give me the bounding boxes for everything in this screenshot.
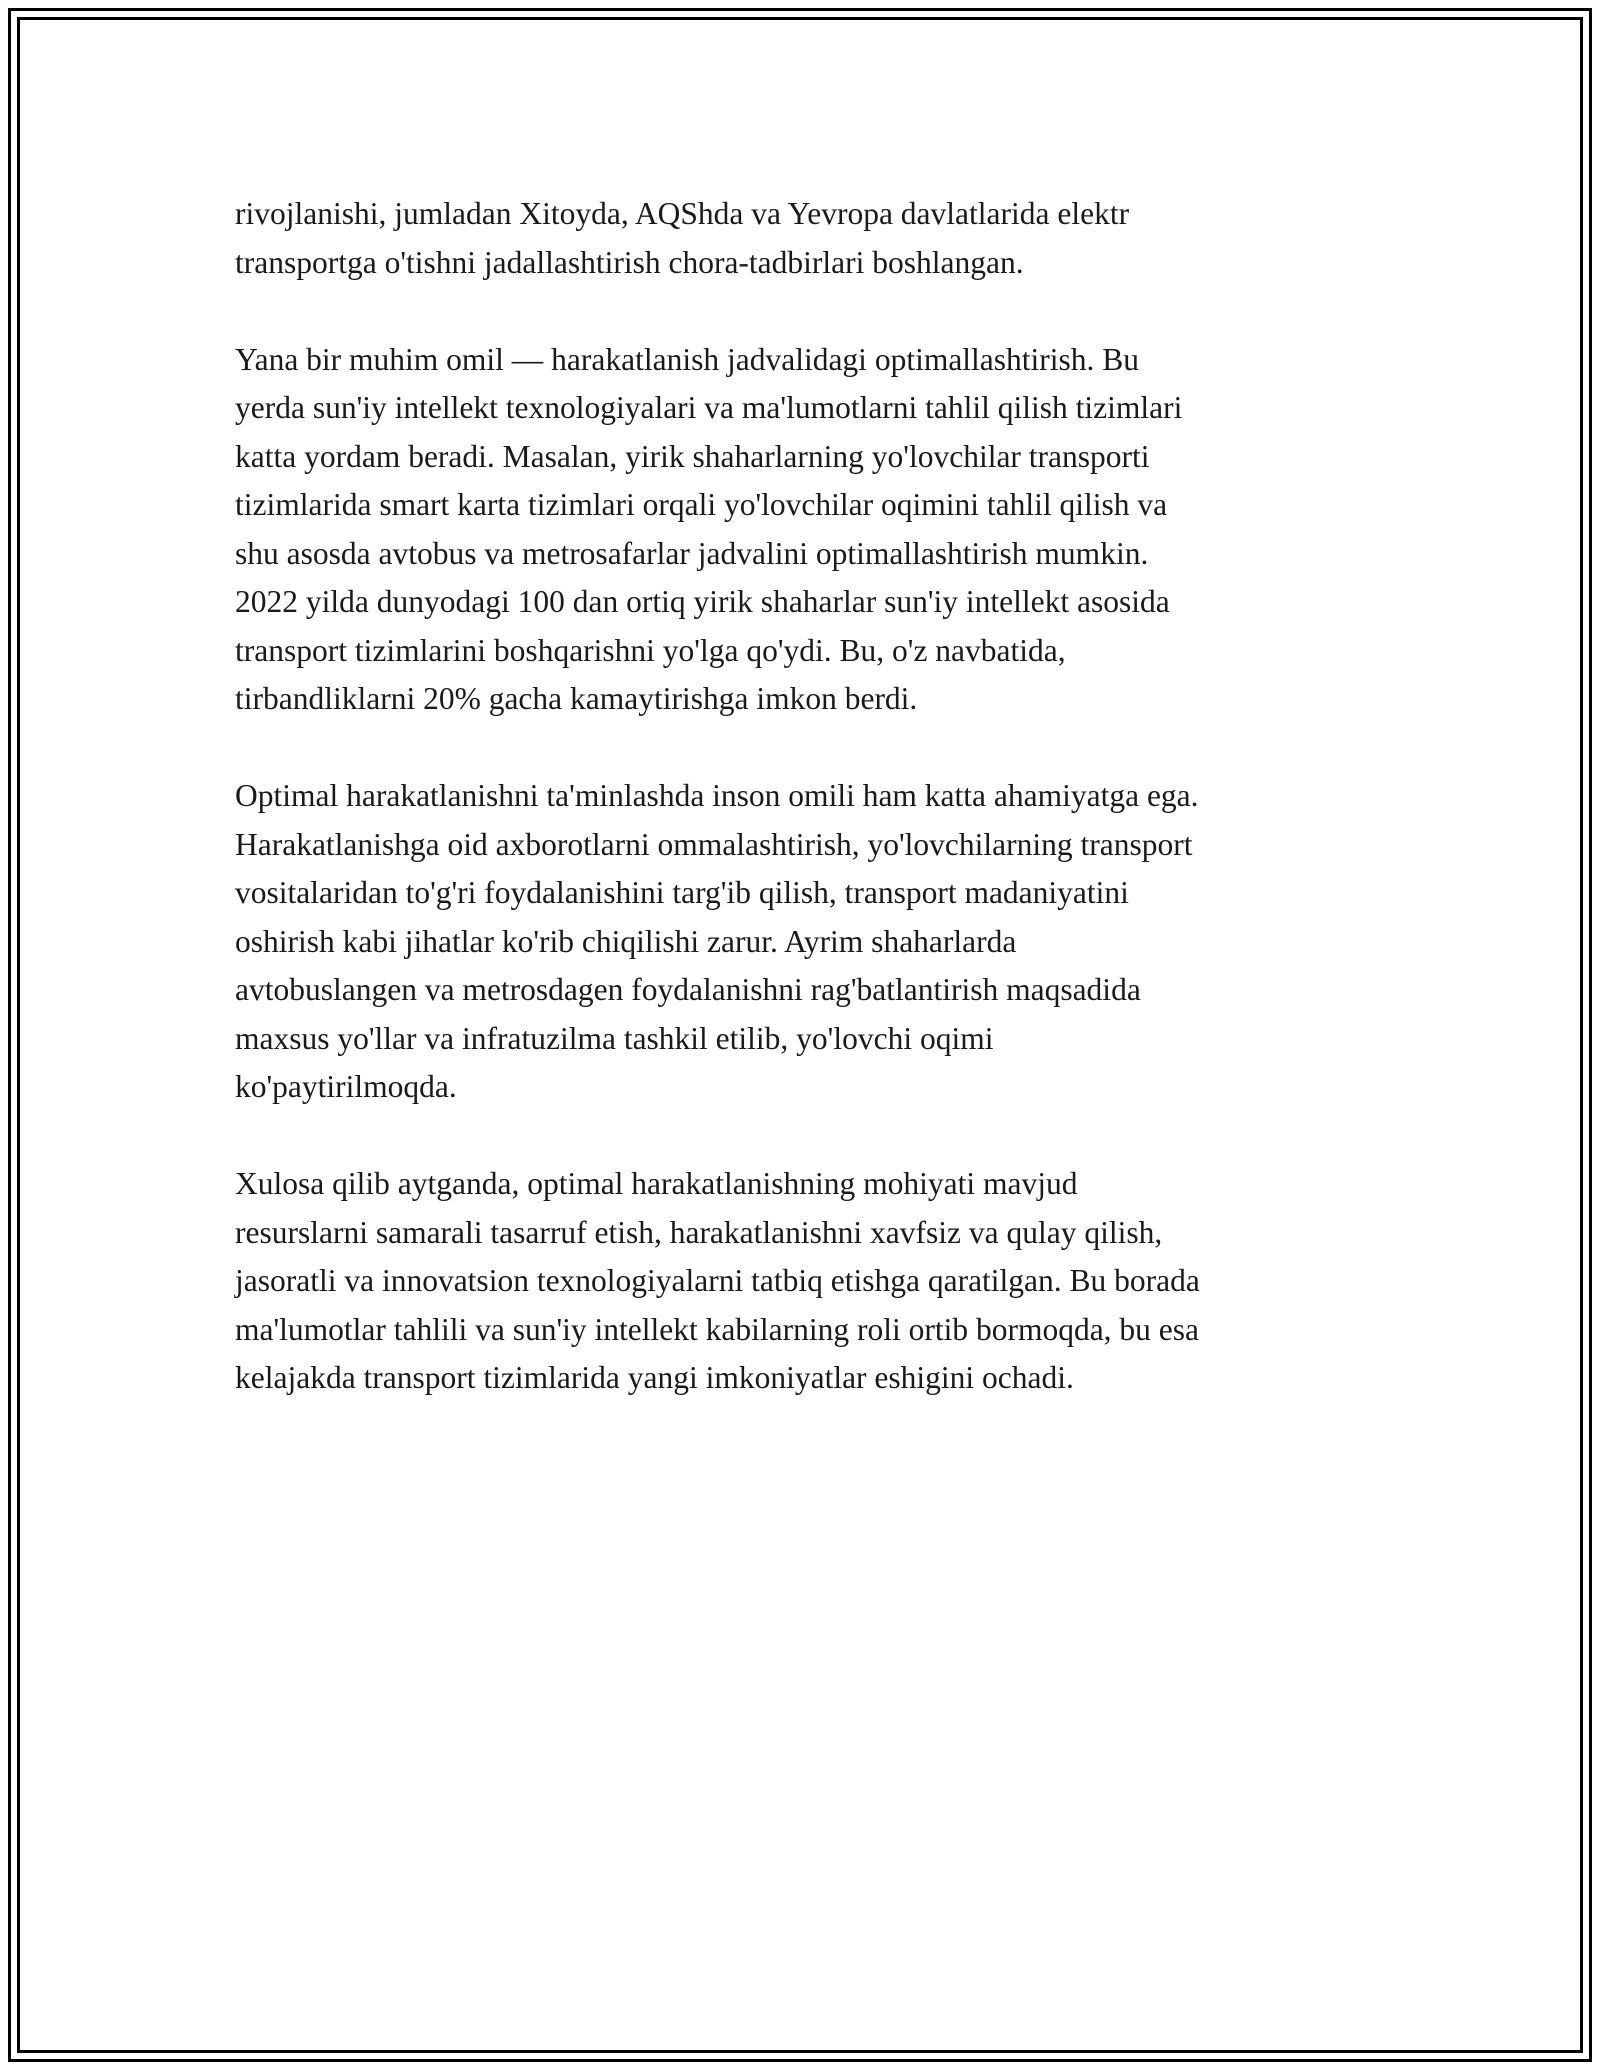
- text-line: Harakatlanishga oid axborotlarni ommalashtirish, yo'lovchilarning transport: [235, 826, 1193, 862]
- text-line: resurslarni samarali tasarruf etish, harakatlanishni xavfsiz va qulay qilish,: [235, 1214, 1163, 1250]
- text-line: rivojlanishi, jumladan Xitoyda, AQShda va Yevropa davlatlarida elektr: [235, 196, 1130, 231]
- text-line: avtobuslangen va metrosdagen foydalanishni rag'batlantirish maqsadida: [235, 972, 1141, 1007]
- text-line: kelajakda transport tizimlarida yangi imkoniyatlar eshigini ochadi.: [235, 1360, 1074, 1395]
- paragraph-2: [235, 336, 1380, 724]
- document-body: [235, 190, 1380, 1451]
- text-line: jasoratli va innovatsion texnologiyalarni tatbiq etishga qaratilgan. Bu borada: [235, 1263, 1200, 1298]
- text-line: katta yordam beradi. Masalan, yirik shaharlarning yo'lovchilar transporti: [235, 438, 1150, 474]
- paragraph-3: [235, 772, 1380, 1112]
- text-line: Yana bir muhim omil — harakatlanish jadvalidagi optimallashtirish. Bu: [235, 341, 1140, 377]
- text-line: maxsus yo'llar va infratuzilma tashkil etilib, yo'lovchi oqimi: [235, 1020, 994, 1056]
- text-line: vositalaridan to'g'ri foydalanishini targ'ib qilish, transport madaniyatini: [235, 875, 1129, 910]
- text-line: Optimal harakatlanishni ta'minlashda inson omili ham katta ahamiyatga ega.: [235, 778, 1199, 813]
- paragraph-4: [235, 1160, 1380, 1403]
- text-line: transportga o'tishni jadallashtirish chora-tadbirlari boshlangan.: [235, 244, 1024, 280]
- text-line: Xulosa qilib aytganda, optimal harakatlanishning mohiyati mavjud: [235, 1166, 1078, 1201]
- text-line: tizimlarida smart karta tizimlari orqali yo'lovchilar oqimini tahlil qilish va: [235, 487, 1168, 522]
- paragraph-1: [235, 190, 1380, 287]
- text-line: transport tizimlarini boshqarishni yo'lga qo'ydi. Bu, o'z navbatida,: [235, 632, 1066, 668]
- text-line: oshirish kabi jihatlar ko'rib chiqilishi zarur. Ayrim shaharlarda: [235, 923, 1017, 959]
- text-line: 2022 yilda dunyodagi 100 dan ortiq yirik shaharlar sun'iy intellekt asosida: [235, 584, 1170, 619]
- text-line: shu asosda avtobus va metrosafarlar jadvalini optimallashtirish mumkin.: [235, 535, 1149, 571]
- text-line: yerda sun'iy intellekt texnologiyalari va ma'lumotlarni tahlil qilish tizimlari: [235, 390, 1183, 425]
- text-line: tirbandliklarni 20% gacha kamaytirishga imkon berdi.: [235, 681, 918, 716]
- text-line: ko'paytirilmoqda.: [235, 1069, 457, 1104]
- text-line: ma'lumotlar tahlili va sun'iy intellekt kabilarning roli ortib bormoqda, bu esa: [235, 1311, 1200, 1347]
